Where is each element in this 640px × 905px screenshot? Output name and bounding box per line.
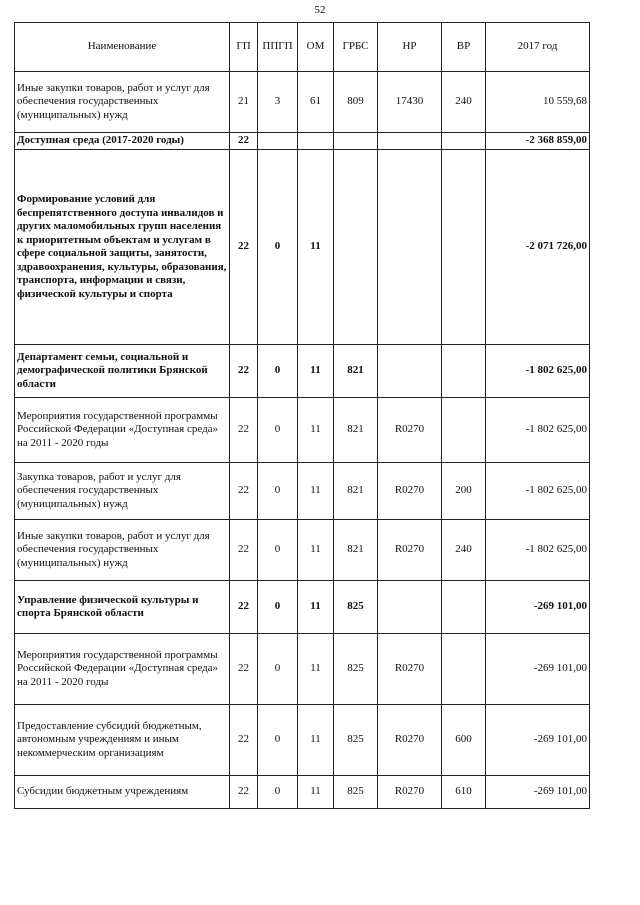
table-row bbox=[15, 776, 590, 809]
table-row bbox=[15, 634, 590, 705]
row-amount: -2 368 859,00 bbox=[486, 133, 590, 150]
table-row bbox=[15, 520, 590, 581]
row-gp: 22 bbox=[230, 463, 258, 520]
row-amount: -1 802 625,00 bbox=[486, 520, 590, 581]
row-amount: -269 101,00 bbox=[486, 705, 590, 776]
row-name: Иные закупки товаров, работ и услуг для обеспечения государственных (муниципальных) нужд bbox=[15, 520, 230, 581]
header-gp: ГП bbox=[230, 23, 258, 72]
row-ppgp: 0 bbox=[258, 150, 298, 345]
row-vr: 240 bbox=[442, 520, 486, 581]
row-amount: -269 101,00 bbox=[486, 776, 590, 809]
row-om: 11 bbox=[298, 345, 334, 398]
row-name: Управление физической культуры и спорта Брянской области bbox=[15, 581, 230, 634]
row-vr: 610 bbox=[442, 776, 486, 809]
row-ppgp: 0 bbox=[258, 345, 298, 398]
row-np bbox=[378, 133, 442, 150]
page-number: 52 bbox=[314, 4, 326, 16]
row-grbs bbox=[334, 150, 378, 345]
table-row bbox=[15, 463, 590, 520]
row-np: R0270 bbox=[378, 776, 442, 809]
table-row bbox=[15, 150, 590, 345]
row-om: 11 bbox=[298, 463, 334, 520]
header-ppgp: ППГП bbox=[258, 23, 298, 72]
row-om bbox=[298, 133, 334, 150]
row-gp: 22 bbox=[230, 776, 258, 809]
row-vr bbox=[442, 345, 486, 398]
row-name: Мероприятия государственной программы Российской Федерации «Доступная среда» на 2011 - 2020 годы bbox=[15, 634, 230, 705]
row-name: Иные закупки товаров, работ и услуг для обеспечения государственных (муниципальных) нужд bbox=[15, 72, 230, 133]
table-row bbox=[15, 705, 590, 776]
row-ppgp: 0 bbox=[258, 581, 298, 634]
row-om: 61 bbox=[298, 72, 334, 133]
row-name: Мероприятия государственной программы Российской Федерации «Доступная среда» на 2011 - 2020 годы bbox=[15, 398, 230, 463]
row-np: R0270 bbox=[378, 398, 442, 463]
row-amount: -269 101,00 bbox=[486, 581, 590, 634]
row-gp: 22 bbox=[230, 398, 258, 463]
row-vr: 240 bbox=[442, 72, 486, 133]
row-np bbox=[378, 150, 442, 345]
row-grbs: 825 bbox=[334, 634, 378, 705]
row-grbs: 825 bbox=[334, 776, 378, 809]
row-grbs: 821 bbox=[334, 520, 378, 581]
row-name: Департамент семьи, социальной и демографической политики Брянской области bbox=[15, 345, 230, 398]
row-ppgp: 0 bbox=[258, 634, 298, 705]
row-grbs bbox=[334, 133, 378, 150]
row-grbs: 821 bbox=[334, 398, 378, 463]
row-gp: 21 bbox=[230, 72, 258, 133]
header-np: НР bbox=[378, 23, 442, 72]
row-ppgp: 0 bbox=[258, 463, 298, 520]
row-name: Субсидии бюджетным учреждениям bbox=[15, 776, 230, 809]
row-ppgp: 0 bbox=[258, 705, 298, 776]
row-om: 11 bbox=[298, 776, 334, 809]
row-grbs: 825 bbox=[334, 581, 378, 634]
row-grbs: 821 bbox=[334, 345, 378, 398]
row-vr: 600 bbox=[442, 705, 486, 776]
table-row bbox=[15, 72, 590, 133]
row-amount: 10 559,68 bbox=[486, 72, 590, 133]
row-om: 11 bbox=[298, 705, 334, 776]
row-amount: -1 802 625,00 bbox=[486, 345, 590, 398]
table-row bbox=[15, 133, 590, 150]
row-np: R0270 bbox=[378, 520, 442, 581]
row-ppgp: 3 bbox=[258, 72, 298, 133]
row-np bbox=[378, 345, 442, 398]
row-name: Доступная среда (2017-2020 годы) bbox=[15, 133, 230, 150]
row-amount: -1 802 625,00 bbox=[486, 463, 590, 520]
row-ppgp: 0 bbox=[258, 520, 298, 581]
row-ppgp: 0 bbox=[258, 776, 298, 809]
row-name: Формирование условий для беспрепятственного доступа инвалидов и других маломобильных групп населения к приоритетным объектам и услугам в сфере социальной защиты, занятости, здравоохранения, культуры, образования, транспорта, информации и связи, физической культуры и спорта bbox=[15, 150, 230, 345]
row-name: Предоставление субсидий бюджетным, автономным учреждениям и иным некоммерческим организациям bbox=[15, 705, 230, 776]
row-grbs: 825 bbox=[334, 705, 378, 776]
row-vr bbox=[442, 581, 486, 634]
row-name: Закупка товаров, работ и услуг для обеспечения государственных (муниципальных) нужд bbox=[15, 463, 230, 520]
row-np: R0270 bbox=[378, 463, 442, 520]
row-om: 11 bbox=[298, 150, 334, 345]
row-grbs: 809 bbox=[334, 72, 378, 133]
table-row bbox=[15, 398, 590, 463]
row-vr bbox=[442, 150, 486, 345]
row-vr bbox=[442, 398, 486, 463]
row-gp: 22 bbox=[230, 705, 258, 776]
header-grbs: ГРБС bbox=[334, 23, 378, 72]
row-np bbox=[378, 581, 442, 634]
row-amount: -1 802 625,00 bbox=[486, 398, 590, 463]
row-gp: 22 bbox=[230, 345, 258, 398]
row-np: R0270 bbox=[378, 634, 442, 705]
row-amount: -269 101,00 bbox=[486, 634, 590, 705]
budget-table bbox=[14, 22, 590, 809]
header-om: ОМ bbox=[298, 23, 334, 72]
row-ppgp bbox=[258, 133, 298, 150]
header-name: Наименование bbox=[15, 23, 230, 72]
header-vr: ВР bbox=[442, 23, 486, 72]
row-om: 11 bbox=[298, 634, 334, 705]
row-vr: 200 bbox=[442, 463, 486, 520]
row-gp: 22 bbox=[230, 150, 258, 345]
row-om: 11 bbox=[298, 581, 334, 634]
row-ppgp: 0 bbox=[258, 398, 298, 463]
table-row bbox=[15, 345, 590, 398]
row-gp: 22 bbox=[230, 520, 258, 581]
row-om: 11 bbox=[298, 520, 334, 581]
row-np: R0270 bbox=[378, 705, 442, 776]
row-gp: 22 bbox=[230, 634, 258, 705]
header-row bbox=[15, 23, 590, 72]
row-np: 17430 bbox=[378, 72, 442, 133]
row-vr bbox=[442, 133, 486, 150]
row-om: 11 bbox=[298, 398, 334, 463]
row-gp: 22 bbox=[230, 133, 258, 150]
table-row bbox=[15, 581, 590, 634]
row-gp: 22 bbox=[230, 581, 258, 634]
header-year: 2017 год bbox=[486, 23, 590, 72]
row-amount: -2 071 726,00 bbox=[486, 150, 590, 345]
row-vr bbox=[442, 634, 486, 705]
row-grbs: 821 bbox=[334, 463, 378, 520]
